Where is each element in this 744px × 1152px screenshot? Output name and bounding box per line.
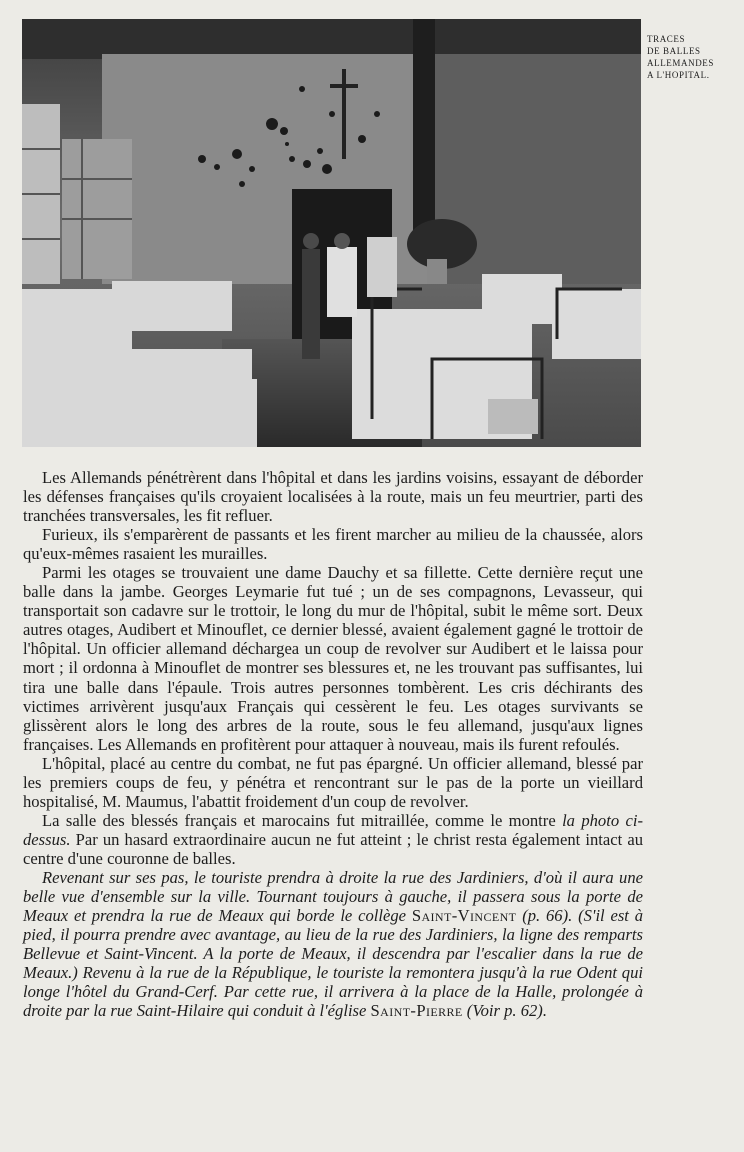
paragraph: Parmi les otages se trouvaient une dame Dauchy et sa fillette. Cette dernière reçut une balle dans la jambe. Georges Leymarie fut tué ; un de ses compagnons, Levasseur, qui transportait son cadavre sur le trottoir, le long du mur de l'hôpital, subit le même sort. Deux autres otages, Audibert et Minouflet, ce dernier blessé, avaient également gagné le trottoir de l'hôpital. Un officier allemand déchargea un coup de revolver sur Audibert et le laissa pour mort ; il ordonna à Minouflet de montrer ses blessures et, ne les trouvant pas suffisantes, lui tira une balle dans l'épaule. Trois autres personnes tombèrent. Les cris déchirants des victimes arrivèrent jusqu'aux Français qui cessèrent le feu. Les otages survivants se glissèrent alors le long des arbres de la route, sous le feu allemand, jusqu'aux lignes françaises. Les Allemands en profitèrent pour attaquer à nouveau, mais ils furent refoulés.	[23, 563, 643, 754]
photo-caption	[647, 33, 742, 81]
place-name: Saint-Vincent	[411, 906, 517, 926]
hospital-photo	[22, 19, 641, 447]
itinerary-paragraph	[23, 868, 643, 1020]
caption-line: TRACES	[647, 34, 686, 44]
paragraph-text: (Voir p. 62).	[462, 1001, 547, 1021]
paragraph: Furieux, ils s'emparèrent de passants et les firent marcher au milieu de la chaussée, alors qu'eux-mêmes rasaient les murailles.	[23, 525, 643, 564]
paragraph	[23, 811, 643, 868]
paragraph: L'hôpital, placé au centre du combat, ne fut pas épargné. Un officier allemand, blessé par les premiers coups de feu, y pénétra et rencontrant sur le pas de la porte un vieillard hospitalisé, M. Maumus, l'abattit froidement d'un coup de revolver.	[23, 753, 643, 811]
caption-line: ALLEMANDES	[647, 58, 714, 68]
paragraph-text: Par un hasard extraordinaire aucun ne fut atteint ; le christ resta également intact au centre d'une couronne de balles.	[23, 829, 643, 868]
paragraph-text: (p. 66). (S'il est à pied, il pourra prendre avec avantage, au lieu de la rue des Jardiniers, la ligne des remparts Bellevue et Saint-Vincent. A la porte de Meaux, il descendra par l'escalier dans la rue de Meaux.) Revenu à la rue de la République, le touriste la remontera jusqu'à la rue Odent qui longe l'hôtel du Grand-Cerf. Par cette rue, il arrivera à la place de la Halle, prolongée à droite par la rue Saint-Hilaire qui conduit à l'église	[23, 906, 643, 1021]
caption-line: DE BALLES	[647, 46, 701, 56]
caption-line: A L'HOPITAL.	[647, 70, 710, 80]
hospital-ward-image	[22, 19, 641, 447]
photo-reference: la photo ci-dessus.	[23, 810, 643, 849]
paragraph-text: Revenant sur ses pas, le touriste prendra à droite la rue des Jardiniers, d'où il aura une belle vue d'ensemble sur la ville. Tournant toujours à gauche, il passera sous la porte de Meaux et prendra la rue de Meaux qui borde le collège	[23, 867, 643, 926]
body-text	[23, 468, 643, 1020]
paragraph-text: La salle des blessés français et marocains fut mitraillée, comme le montre	[42, 810, 563, 830]
paragraph: Les Allemands pénétrèrent dans l'hôpital et dans les jardins voisins, essayant de déborder les défenses françaises qu'ils croyaient localisées à la route, mais un feu meurtrier, parti des tranchées transversales, les fit refluer.	[23, 468, 643, 526]
place-name: Saint-Pierre	[370, 1001, 463, 1021]
